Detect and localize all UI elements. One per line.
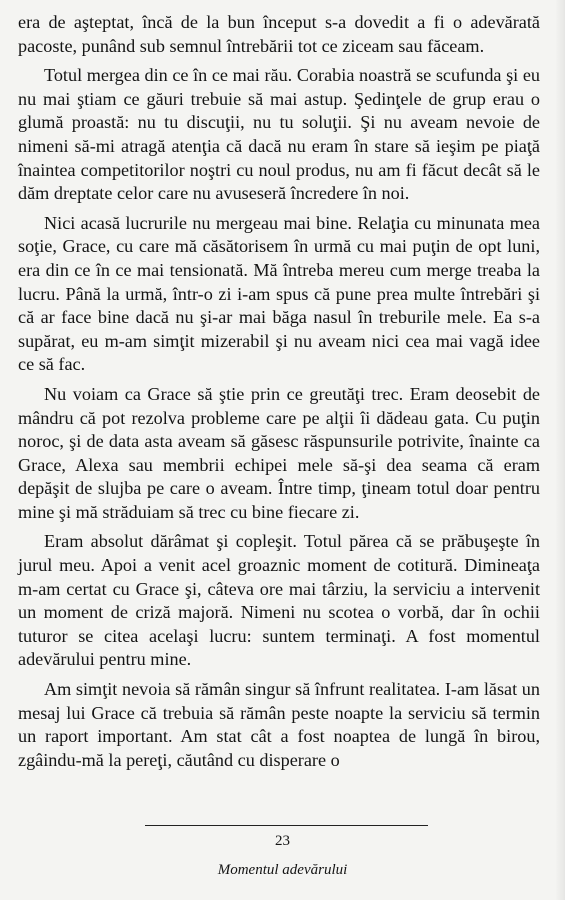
paragraph: Am simţit nevoia să rămân singur să înfrunt realitatea. I-am lăsat un mesaj lui Grace că trebuia să rămân peste noapte la serviciu să termin un raport important. Am stat cât a fost noaptea de lungă în birou, zgâindu-mă la pereţi, căutând cu disperare o [18,679,540,770]
running-title: Momentul adevărului [217,862,348,878]
paragraph: era de aşteptat, încă de la bun început s-a dovedit a fi o adevărată pacoste, punând sub semnul întrebării tot ce ziceam sau făceam. [18,12,540,56]
paragraph: Eram absolut dărâmat şi copleşit. Totul părea că se prăbuşeşte în jurul meu. Apoi a venit acel groaznic moment de cotitură. Dimineaţa m-am certat cu Grace şi, câteva ore mai târziu, la serviciu a intervenit un moment de criză majoră. Nimeni nu scotea o vorbă, dar în ochii tuturor se citea acelaşi lucru: suntem terminaţi. A fost momentul adevărului pentru mine. [18,531,540,670]
footer-divider [145,825,428,826]
paragraph: Totul mergea din ce în ce mai rău. Corabia noastră se scufunda şi eu nu mai ştiam ce găuri trebuie să mai astup. Şedinţele de grup erau o glumă proastă: nu tu discuţii, nu tu soluţii. Şi nu aveam nevoie de nimeni să-mi atragă atenţia că dacă nu eram în stare să ieşim pe piaţă înaintea competitorilor noştri cu noul produs, nu am fi făcut decât să le dăm dreptate celor care nu avuseseră încredere în noi. [18,65,540,204]
body-text [18,11,540,772]
page-number: 23 [275,833,290,849]
page-edge-shadow [555,0,565,900]
paragraph: Nici acasă lucrurile nu mergeau mai bine. Relaţia cu minunata mea soţie, Grace, cu care mă căsătorisem în urmă cu mai puţin de opt luni, era din ce în ce mai tensionată. Mă întreba mereu cum merge treaba la lucru. Până la urmă, într-o zi i-am spus că pune prea multe întrebări şi că ar face bine dacă nu şi-ar mai băga nasul în treburile mele. Ea s-a supărat, eu m-am simţit mizerabil şi nu aveam nici cea mai vagă idee ce să fac. [18,212,540,375]
paragraph: Nu voiam ca Grace să ştie prin ce greutăţi trec. Eram deosebit de mândru că pot rezolva probleme care pe alţii îi dădeau gata. Cu puţin noroc, şi de data asta aveam să găsesc răspunsurile potrivite, înainte ca Grace, Alexa sau membrii echipei mele să-şi dea seama că eram depăşit de slujba pe care o aveam. Între timp, ţineam totul doar pentru mine şi mă străduiam să trec cu bine fiecare zi. [18,383,540,522]
